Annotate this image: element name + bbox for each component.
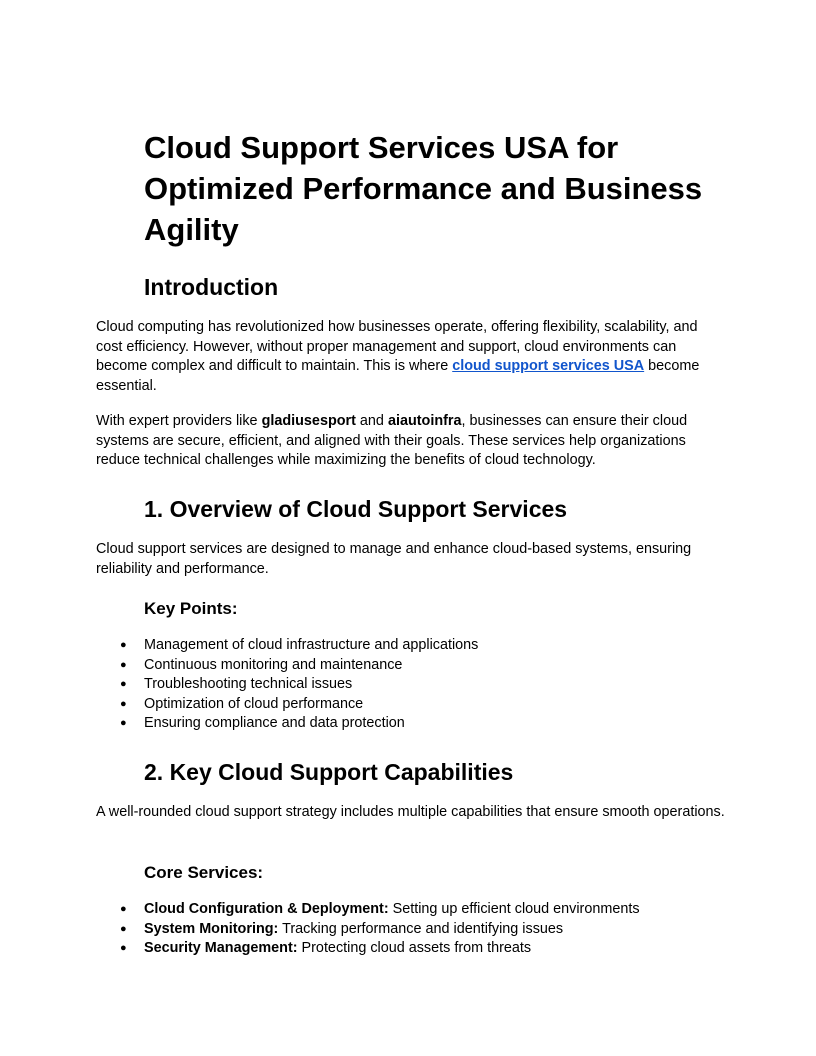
list-item — [96, 920, 640, 940]
provider-gladiusesport: gladiusesport — [261, 413, 356, 429]
list-item — [96, 900, 640, 920]
intro-p1-text-b: become essential. — [96, 358, 700, 394]
intro-paragraph-2 — [96, 412, 726, 471]
cloud-support-services-link[interactable]: cloud support services USA — [452, 358, 645, 374]
intro-heading: Introduction — [144, 274, 279, 300]
list-item: ● Troubleshooting technical issues — [96, 675, 478, 695]
section2-paragraph: A well-rounded cloud support strategy includes multiple capabilities that ensure smooth operations. — [96, 804, 725, 820]
key-points-list — [96, 636, 478, 734]
intro-p2-text-a: With expert providers like — [96, 413, 262, 429]
item-label: System Monitoring: — [144, 920, 279, 937]
intro-p1-text-a: Cloud computing has revolutionized how businesses operate, offering flexibility, scalability, and cost efficiency. However, without proper management and support, cloud environments can become complex and difficult to maintain. This is where — [96, 319, 698, 374]
section1-paragraph: Cloud support services are designed to manage and enhance cloud-based systems, ensuring reliability and performance. — [96, 541, 692, 577]
core-services-list — [96, 900, 640, 959]
intro-paragraph-1 — [96, 318, 726, 396]
item-text: Tracking performance and identifying issues — [278, 920, 564, 937]
list-item: ● Optimization of cloud performance — [96, 695, 478, 715]
intro-p2-text-b: and — [355, 413, 388, 429]
item-text: Protecting cloud assets from threats — [297, 940, 532, 956]
provider-aiautoinfra: aiautoinfra — [387, 413, 462, 429]
section1-subheading: Key Points: — [144, 599, 238, 618]
page-title: Cloud Support Services USA for Optimized Performance and Business Agility — [144, 130, 703, 247]
section1-heading: 1. Overview of Cloud Support Services — [144, 496, 568, 522]
list-item: ● Management of cloud infrastructure and applications — [96, 636, 478, 656]
item-text: Setting up efficient cloud environments — [388, 901, 640, 917]
section2-heading: 2. Key Cloud Support Capabilities — [144, 759, 514, 785]
item-label: Security Management: — [144, 940, 298, 956]
section2-subheading: Core Services: — [144, 863, 264, 882]
intro-p2-text-c: , businesses can ensure their cloud systems are secure, efficient, and aligned with their goals. These services help organizations reduce technical challenges while maximizing the benefits of cloud technology. — [96, 413, 688, 468]
list-item — [96, 939, 640, 959]
list-item: ● Ensuring compliance and data protection — [96, 714, 478, 734]
item-label: Cloud Configuration & Deployment: — [144, 901, 389, 917]
list-item: ● Continuous monitoring and maintenance — [96, 656, 478, 676]
